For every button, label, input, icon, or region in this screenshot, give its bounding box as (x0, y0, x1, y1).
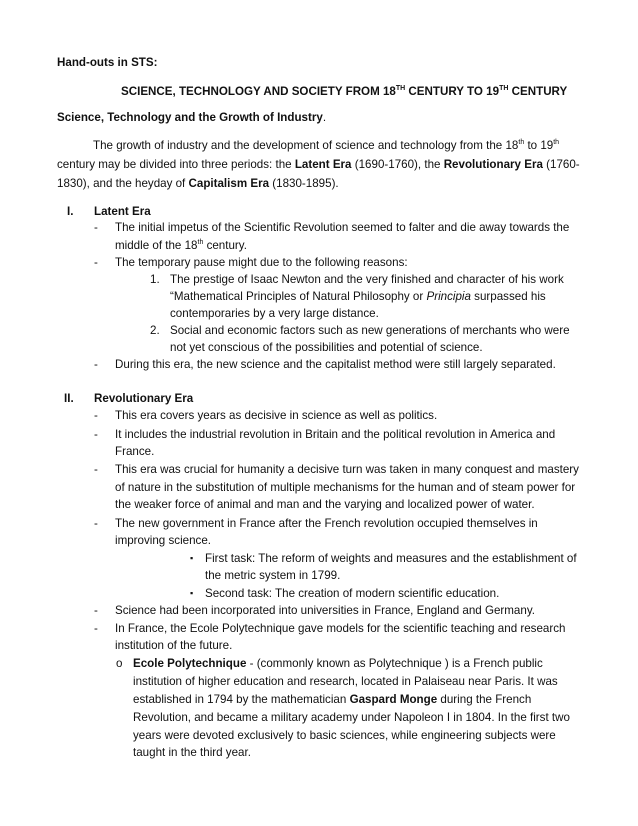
latent-bullet-2: The temporary pause might due to the following reasons: (115, 256, 408, 269)
bullet-text: middle of the 18 (115, 239, 198, 252)
section-heading-period: . (322, 111, 327, 124)
revolutionary-bullet-6-line-2: institution of the future. (115, 639, 233, 652)
revolutionary-era-term: Revolutionary Era (443, 158, 543, 171)
section-2-numeral: II. (64, 392, 74, 405)
main-title (121, 84, 567, 99)
reason-1-number: 1. (150, 273, 160, 286)
intro-text: century may be divided into three periods: the (57, 158, 295, 171)
reason-2-line-2: not yet conscious of the possibilities and potential of science. (170, 341, 483, 354)
latent-bullet-1-line-1: The initial impetus of the Scientific Revolution seemed to falter and die away towards the (115, 221, 570, 234)
handout-title: Hand-outs in STS: (57, 56, 158, 69)
polytechnique-text: established in 1794 by the mathematician (133, 693, 350, 706)
reason-2-number: 2. (150, 324, 160, 337)
section-heading-text: Science, Technology and the Growth of Industry (57, 111, 323, 124)
bullet-text: century. (203, 239, 247, 252)
dash-bullet: - (94, 358, 98, 371)
circle-bullet: o (116, 657, 123, 670)
revolutionary-bullet-3-line-1: This era was crucial for humanity a decisive turn was taken in many conquest and mastery (115, 463, 579, 476)
intro-text: (1830-1895). (269, 177, 339, 190)
polytechnique-line-3 (133, 692, 531, 707)
latent-bullet-1-line-2 (115, 238, 247, 253)
polytechnique-line-4: Revolution, and became a military academy under Napoleon I in 1804. In the first two (133, 711, 570, 724)
task-1-line-2: the metric system in 1799. (205, 569, 341, 582)
section-2-title: Revolutionary Era (94, 392, 194, 405)
reason-1-line-2 (170, 289, 546, 304)
gaspard-monge-term: Gaspard Monge (349, 693, 438, 706)
dash-bullet: - (94, 604, 98, 617)
task-2: Second task: The creation of modern scientific education. (205, 587, 500, 600)
intro-text: to 19 (524, 139, 554, 152)
reason-text: surpassed his (470, 290, 546, 303)
latent-era-term: Latent Era (294, 158, 352, 171)
latent-bullet-3: During this era, the new science and the capitalist method were still largely separated. (115, 358, 556, 371)
polytechnique-line-5: years were devoted exclusively to basic sciences, while engineering subjects were (133, 729, 556, 742)
main-title-sup1: TH (395, 85, 406, 93)
reason-1-line-1: The prestige of Isaac Newton and the very finished and character of his work (170, 273, 564, 286)
revolutionary-bullet-2-line-2: France. (115, 445, 155, 458)
reason-2-line-1: Social and economic factors such as new generations of merchants who were (170, 324, 570, 337)
ordinal-sup: th (553, 139, 560, 147)
intro-text: 1830), and the heyday of (57, 177, 189, 190)
main-title-part3: CENTURY (508, 85, 568, 98)
intro-text: (1690-1760), the (351, 158, 444, 171)
square-bullet: ▪ (190, 553, 194, 563)
polytechnique-line-1 (133, 656, 543, 671)
principia-term: Principia (426, 290, 471, 303)
dash-bullet: - (94, 428, 98, 441)
revolutionary-bullet-4-line-2: improving science. (115, 534, 212, 547)
capitalism-era-term: Capitalism Era (188, 177, 270, 190)
intro-line-2 (57, 157, 580, 172)
task-1-line-1: First task: The reform of weights and measures and the establishment of (205, 552, 577, 565)
polytechnique-text: - (commonly known as Polytechnique ) is a French public (246, 657, 543, 670)
main-title-part2: CENTURY TO 19 (405, 85, 500, 98)
dash-bullet: - (94, 463, 98, 476)
section-1-title: Latent Era (94, 205, 151, 218)
reason-1-line-3: contemporaries by a very large distance. (170, 307, 379, 320)
section-1-numeral: I. (67, 205, 74, 218)
intro-text: (1760- (542, 158, 580, 171)
ecole-polytechnique-term: Ecole Polytechnique (133, 657, 247, 670)
polytechnique-line-2: institution of higher education and research, located in Palaiseau near Paris. It was (133, 675, 558, 688)
polytechnique-line-6: taught in the third year. (133, 746, 251, 759)
ordinal-sup: th (197, 239, 204, 247)
revolutionary-bullet-5: Science had been incorporated into universities in France, England and Germany. (115, 604, 535, 617)
dash-bullet: - (94, 517, 98, 530)
dash-bullet: - (94, 622, 98, 635)
revolutionary-bullet-2-line-1: It includes the industrial revolution in Britain and the political revolution in America and (115, 428, 556, 441)
intro-line-3 (57, 176, 339, 191)
section-heading (57, 110, 326, 125)
polytechnique-text: during the French (437, 693, 532, 706)
intro-text: The growth of industry and the development of science and technology from the 18 (93, 139, 519, 152)
revolutionary-bullet-3-line-3: the weaker force of animal and man and the varying and localized power of water. (115, 498, 535, 511)
revolutionary-bullet-3-line-2: of nature in the substitution of multiple mechanisms for the human and of steam power for (115, 481, 576, 494)
main-title-sup2: TH (499, 85, 509, 93)
revolutionary-bullet-4-line-1: The new government in France after the French revolution occupied themselves in (115, 517, 538, 530)
intro-line-1 (93, 138, 559, 153)
square-bullet: ▪ (190, 588, 194, 598)
revolutionary-bullet-1: This era covers years as decisive in science as well as politics. (115, 409, 438, 422)
reason-text: “Mathematical Principles of Natural Philosophy or (170, 290, 427, 303)
dash-bullet: - (94, 409, 98, 422)
ordinal-sup: th (518, 139, 525, 147)
revolutionary-bullet-6-line-1: In France, the Ecole Polytechnique gave models for the scientific teaching and research (115, 622, 566, 635)
dash-bullet: - (94, 221, 98, 234)
main-title-part1: SCIENCE, TECHNOLOGY AND SOCIETY FROM 18 (121, 85, 396, 98)
dash-bullet: - (94, 256, 98, 269)
